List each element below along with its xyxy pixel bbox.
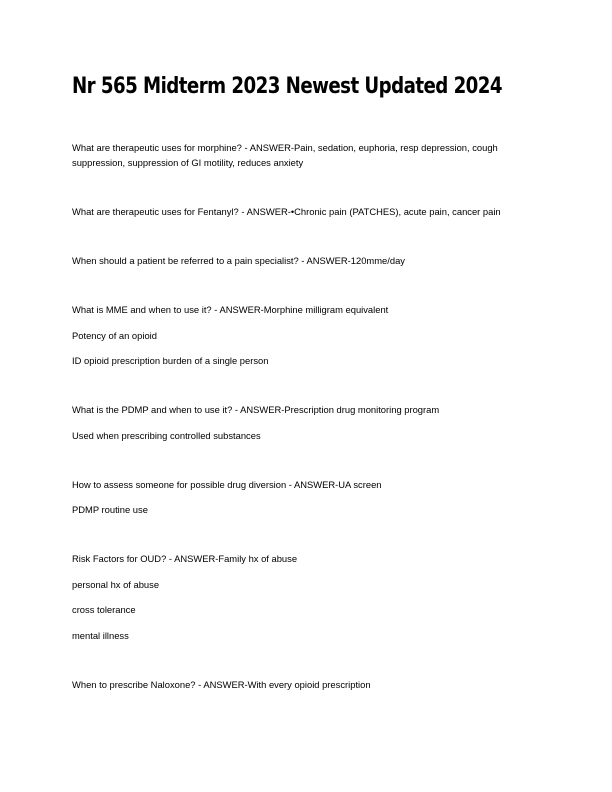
qa-line: mental illness [72,629,129,641]
qa-line: ID opioid prescription burden of a single person [72,355,269,366]
qa-line: PDMP routine use [72,504,148,515]
qa-line: When to prescribe Naloxone? - ANSWER-With every opioid prescription [72,678,371,690]
qa-line: How to assess someone for possible drug diversion - ANSWER-UA screen [72,478,382,490]
qa-item [72,677,540,692]
qa-line: What is MME and when to use it? - ANSWER-Morphine milligram equivalent [72,304,389,315]
qa-item [72,302,540,368]
qa-line: personal hx of abuse [72,578,160,590]
qa-item [72,140,540,170]
qa-line: Potency of an opioid [72,329,157,341]
document-title: Nr 565 Midterm 2023 Newest Updated 2024 [72,74,503,99]
qa-line: What are therapeutic uses for morphine? - ANSWER-Pain, sedation, euphoria, resp depression, cough suppression, suppression of GI motility, reduces anxiety [72,142,498,168]
qa-item [72,551,540,643]
qa-line: What is the PDMP and when to use it? - ANSWER-Prescription drug monitoring program [72,404,440,415]
qa-line: Risk Factors for OUD? - ANSWER-Family hx of abuse [72,553,298,564]
qa-line: What are therapeutic uses for Fentanyl? - ANSWER-•Chronic pain (PATCHES), acute pain, cancer pain [72,206,501,217]
qa-item [72,402,540,443]
qa-line: cross tolerance [72,604,136,615]
qa-item [72,204,540,219]
qa-item [72,253,540,268]
qa-item [72,477,540,518]
qa-line: Used when prescribing controlled substances [72,429,261,441]
qa-line: When should a patient be referred to a pain specialist? - ANSWER-120mme/day [72,255,405,266]
document-body [72,140,540,692]
